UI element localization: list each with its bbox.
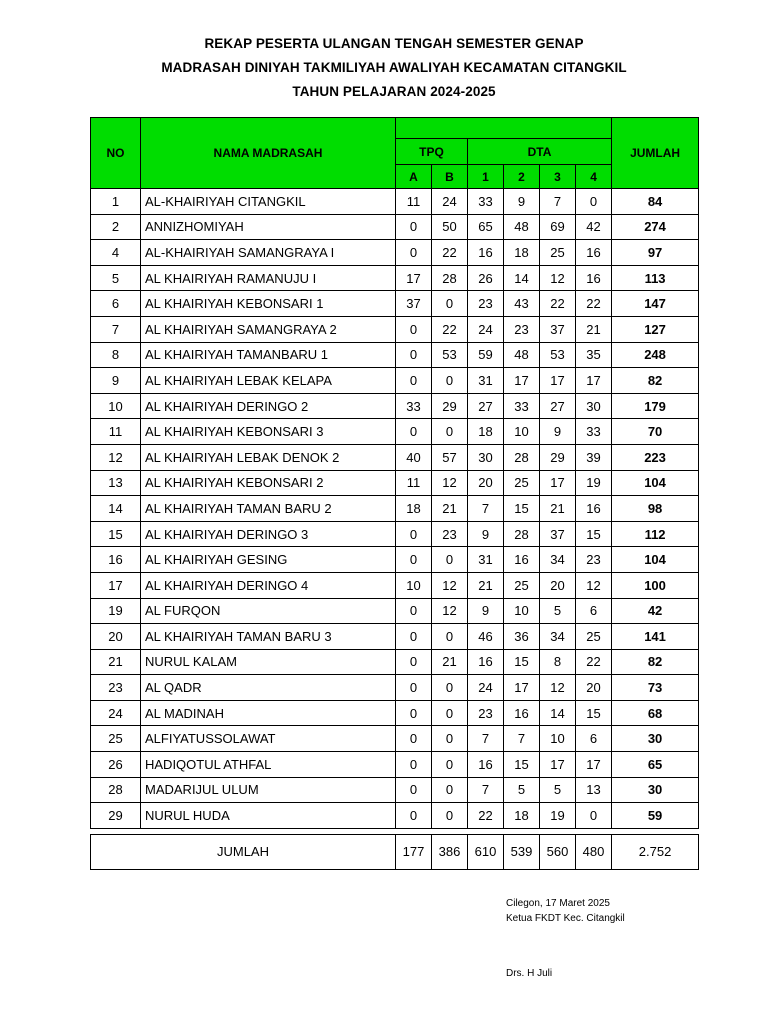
cell-b: 50 [432,214,468,240]
cell-no: 9 [91,368,141,394]
cell-d3: 5 [540,598,576,624]
cell-b: 22 [432,240,468,266]
cell-d4: 22 [576,649,612,675]
signature-name: Drs. H Juli [506,968,553,979]
cell-d4: 6 [576,598,612,624]
table-row [91,649,699,675]
cell-no: 10 [91,393,141,419]
signature-place-date: Cilegon, 17 Maret 2025 [506,898,610,909]
cell-d1: 23 [468,700,504,726]
cell-total: 30 [612,777,699,803]
table-row [91,316,699,342]
cell-d2: 25 [504,470,540,496]
cell-a: 11 [396,470,432,496]
cell-d4: 16 [576,496,612,522]
cell-d4: 35 [576,342,612,368]
cell-d2: 23 [504,316,540,342]
cell-total: 73 [612,675,699,701]
cell-a: 0 [396,777,432,803]
cell-d4: 17 [576,752,612,778]
cell-total: 100 [612,572,699,598]
cell-b: 0 [432,803,468,829]
cell-d1: 18 [468,419,504,445]
cell-d2: 17 [504,368,540,394]
cell-d2: 28 [504,521,540,547]
cell-no: 1 [91,189,141,215]
cell-nama: AL KHAIRIYAH DERINGO 4 [141,572,396,598]
cell-d3: 21 [540,496,576,522]
cell-no: 17 [91,572,141,598]
cell-a: 0 [396,240,432,266]
cell-d3: 53 [540,342,576,368]
cell-no: 4 [91,240,141,266]
table-body [91,189,699,829]
cell-d3: 7 [540,189,576,215]
cell-total: 82 [612,368,699,394]
cell-nama: MADARIJUL ULUM [141,777,396,803]
cell-d4: 30 [576,393,612,419]
cell-d2: 43 [504,291,540,317]
cell-d2: 7 [504,726,540,752]
cell-d2: 18 [504,803,540,829]
table-row [91,700,699,726]
cell-d3: 10 [540,726,576,752]
table-row [91,240,699,266]
cell-a: 0 [396,624,432,650]
jumlah-a: 177 [396,834,432,869]
cell-d3: 34 [540,547,576,573]
cell-a: 0 [396,803,432,829]
cell-no: 5 [91,265,141,291]
cell-d3: 22 [540,291,576,317]
cell-nama: AL QADR [141,675,396,701]
cell-d3: 25 [540,240,576,266]
cell-a: 0 [396,214,432,240]
cell-total: 112 [612,521,699,547]
table-row [91,547,699,573]
cell-d4: 25 [576,624,612,650]
cell-nama: AL KHAIRIYAH RAMANUJU I [141,265,396,291]
title-line-1: REKAP PESERTA ULANGAN TENGAH SEMESTER GENAP [204,36,584,51]
jumlah-d1: 610 [468,834,504,869]
cell-d4: 12 [576,572,612,598]
header-no: NO [91,118,141,189]
cell-no: 14 [91,496,141,522]
cell-nama: AL KHAIRIYAH KEBONSARI 2 [141,470,396,496]
cell-b: 0 [432,547,468,573]
cell-nama: AL KHAIRIYAH TAMAN BARU 3 [141,624,396,650]
cell-nama: AL FURQON [141,598,396,624]
cell-d3: 12 [540,265,576,291]
cell-b: 57 [432,444,468,470]
cell-no: 29 [91,803,141,829]
cell-d3: 5 [540,777,576,803]
cell-b: 22 [432,316,468,342]
cell-a: 33 [396,393,432,419]
cell-d3: 37 [540,316,576,342]
cell-a: 0 [396,368,432,394]
cell-d3: 14 [540,700,576,726]
cell-d3: 27 [540,393,576,419]
cell-total: 147 [612,291,699,317]
cell-b: 0 [432,752,468,778]
cell-total: 179 [612,393,699,419]
jumlah-d2: 539 [504,834,540,869]
table-footer [91,828,699,869]
cell-nama: AL KHAIRIYAH SAMANGRAYA 2 [141,316,396,342]
cell-b: 0 [432,368,468,394]
cell-d4: 13 [576,777,612,803]
jumlah-d3: 560 [540,834,576,869]
cell-d3: 8 [540,649,576,675]
cell-d1: 59 [468,342,504,368]
cell-a: 0 [396,521,432,547]
cell-nama: ANNIZHOMIYAH [141,214,396,240]
cell-b: 53 [432,342,468,368]
cell-a: 11 [396,189,432,215]
cell-nama: HADIQOTUL ATHFAL [141,752,396,778]
header-sub-b: B [432,165,468,189]
cell-nama: AL KHAIRIYAH TAMANBARU 1 [141,342,396,368]
cell-b: 0 [432,726,468,752]
cell-total: 141 [612,624,699,650]
cell-no: 12 [91,444,141,470]
cell-no: 11 [91,419,141,445]
cell-b: 0 [432,675,468,701]
table-row [91,752,699,778]
cell-d1: 9 [468,598,504,624]
table-row [91,624,699,650]
cell-no: 16 [91,547,141,573]
cell-d2: 16 [504,700,540,726]
cell-d2: 33 [504,393,540,419]
cell-d3: 17 [540,368,576,394]
header-jumlah: JUMLAH [612,118,699,189]
cell-b: 21 [432,649,468,675]
cell-a: 18 [396,496,432,522]
table-row [91,214,699,240]
table-row [91,572,699,598]
cell-d2: 14 [504,265,540,291]
cell-no: 21 [91,649,141,675]
cell-a: 10 [396,572,432,598]
cell-d3: 17 [540,752,576,778]
cell-nama: AL KHAIRIYAH KEBONSARI 3 [141,419,396,445]
cell-d2: 16 [504,547,540,573]
cell-total: 70 [612,419,699,445]
cell-nama: NURUL HUDA [141,803,396,829]
cell-no: 6 [91,291,141,317]
cell-no: 23 [91,675,141,701]
cell-no: 13 [91,470,141,496]
cell-a: 40 [396,444,432,470]
cell-d3: 19 [540,803,576,829]
cell-b: 28 [432,265,468,291]
cell-b: 12 [432,470,468,496]
cell-d1: 20 [468,470,504,496]
cell-d1: 30 [468,444,504,470]
cell-total: 223 [612,444,699,470]
cell-b: 0 [432,777,468,803]
table-row [91,598,699,624]
jumlah-label: JUMLAH [91,834,396,869]
cell-nama: AL KHAIRIYAH GESING [141,547,396,573]
cell-d1: 7 [468,726,504,752]
header-sub-1: 1 [468,165,504,189]
cell-a: 0 [396,547,432,573]
cell-total: 59 [612,803,699,829]
cell-d1: 7 [468,496,504,522]
cell-d2: 48 [504,342,540,368]
cell-nama: AL KHAIRIYAH LEBAK DENOK 2 [141,444,396,470]
cell-d4: 42 [576,214,612,240]
cell-total: 65 [612,752,699,778]
cell-no: 20 [91,624,141,650]
table-row [91,189,699,215]
cell-d2: 17 [504,675,540,701]
cell-total: 274 [612,214,699,240]
cell-nama: AL KHAIRIYAH TAMAN BARU 2 [141,496,396,522]
cell-total: 113 [612,265,699,291]
title-line-3: TAHUN PELAJARAN 2024-2025 [292,84,496,99]
header-sub-2: 2 [504,165,540,189]
cell-d4: 23 [576,547,612,573]
cell-total: 42 [612,598,699,624]
cell-nama: AL KHAIRIYAH DERINGO 3 [141,521,396,547]
cell-d1: 65 [468,214,504,240]
cell-a: 0 [396,675,432,701]
cell-no: 24 [91,700,141,726]
table-row [91,470,699,496]
cell-b: 0 [432,291,468,317]
table-row [91,291,699,317]
header-tpq: TPQ [396,139,468,165]
cell-total: 248 [612,342,699,368]
jumlah-total: 2.752 [612,834,699,869]
cell-d4: 15 [576,700,612,726]
cell-d4: 22 [576,291,612,317]
cell-no: 7 [91,316,141,342]
header-dta: DTA [468,139,612,165]
cell-d1: 27 [468,393,504,419]
cell-b: 0 [432,700,468,726]
cell-d2: 48 [504,214,540,240]
header-nama-madrasah: NAMA MADRASAH [141,118,396,189]
cell-b: 0 [432,419,468,445]
cell-a: 0 [396,342,432,368]
cell-d2: 36 [504,624,540,650]
cell-no: 19 [91,598,141,624]
cell-d2: 10 [504,419,540,445]
cell-a: 0 [396,726,432,752]
cell-no: 8 [91,342,141,368]
header-sub-4: 4 [576,165,612,189]
table-row [91,726,699,752]
cell-d3: 17 [540,470,576,496]
table-row [91,675,699,701]
cell-b: 29 [432,393,468,419]
cell-d4: 16 [576,265,612,291]
cell-a: 17 [396,265,432,291]
cell-total: 30 [612,726,699,752]
cell-d4: 16 [576,240,612,266]
cell-no: 25 [91,726,141,752]
cell-b: 12 [432,598,468,624]
cell-total: 82 [612,649,699,675]
cell-d2: 28 [504,444,540,470]
cell-d1: 16 [468,240,504,266]
cell-d3: 20 [540,572,576,598]
cell-d4: 15 [576,521,612,547]
document-title [0,32,768,104]
cell-total: 127 [612,316,699,342]
cell-total: 84 [612,189,699,215]
cell-b: 12 [432,572,468,598]
jumlah-row [91,834,699,869]
cell-d1: 31 [468,368,504,394]
cell-nama: AL KHAIRIYAH KEBONSARI 1 [141,291,396,317]
cell-d4: 6 [576,726,612,752]
cell-d1: 23 [468,291,504,317]
cell-d1: 24 [468,316,504,342]
cell-d3: 12 [540,675,576,701]
cell-nama: AL MADINAH [141,700,396,726]
table-row [91,803,699,829]
cell-d3: 29 [540,444,576,470]
cell-nama: AL-KHAIRIYAH CITANGKIL [141,189,396,215]
table-header [91,118,699,189]
cell-no: 2 [91,214,141,240]
cell-a: 0 [396,649,432,675]
cell-d1: 16 [468,752,504,778]
cell-d4: 17 [576,368,612,394]
table-row [91,342,699,368]
title-line-2: MADRASAH DINIYAH TAKMILIYAH AWALIYAH KECAMATAN CITANGKIL [161,60,627,75]
header-sub-a: A [396,165,432,189]
cell-b: 24 [432,189,468,215]
cell-a: 37 [396,291,432,317]
cell-d2: 9 [504,189,540,215]
signature-position: Ketua FKDT Kec. Citangkil [506,913,625,924]
table-row [91,496,699,522]
cell-d3: 37 [540,521,576,547]
cell-total: 68 [612,700,699,726]
cell-d2: 25 [504,572,540,598]
jumlah-d4: 480 [576,834,612,869]
cell-d2: 15 [504,649,540,675]
recap-table [90,117,699,870]
cell-d1: 16 [468,649,504,675]
cell-d4: 19 [576,470,612,496]
cell-b: 23 [432,521,468,547]
cell-a: 0 [396,598,432,624]
cell-d2: 15 [504,496,540,522]
cell-d2: 5 [504,777,540,803]
cell-no: 26 [91,752,141,778]
cell-a: 0 [396,752,432,778]
cell-d4: 0 [576,803,612,829]
cell-total: 97 [612,240,699,266]
table-row [91,393,699,419]
cell-total: 104 [612,470,699,496]
cell-d4: 21 [576,316,612,342]
cell-total: 98 [612,496,699,522]
cell-nama: ALFIYATUSSOLAWAT [141,726,396,752]
header-sub-3: 3 [540,165,576,189]
cell-d4: 33 [576,419,612,445]
cell-no: 15 [91,521,141,547]
cell-d1: 46 [468,624,504,650]
cell-d1: 31 [468,547,504,573]
cell-no: 28 [91,777,141,803]
cell-a: 0 [396,419,432,445]
table-row [91,265,699,291]
cell-a: 0 [396,316,432,342]
cell-d4: 20 [576,675,612,701]
cell-d1: 7 [468,777,504,803]
cell-nama: AL KHAIRIYAH LEBAK KELAPA [141,368,396,394]
cell-nama: AL-KHAIRIYAH SAMANGRAYA I [141,240,396,266]
table-row [91,368,699,394]
table-row [91,419,699,445]
cell-a: 0 [396,700,432,726]
table-row [91,777,699,803]
header-spacer [396,118,612,139]
cell-d1: 33 [468,189,504,215]
cell-nama: AL KHAIRIYAH DERINGO 2 [141,393,396,419]
cell-d3: 69 [540,214,576,240]
cell-d4: 39 [576,444,612,470]
cell-d1: 22 [468,803,504,829]
cell-b: 21 [432,496,468,522]
cell-d1: 26 [468,265,504,291]
cell-d3: 34 [540,624,576,650]
jumlah-b: 386 [432,834,468,869]
cell-d3: 9 [540,419,576,445]
table-row [91,444,699,470]
cell-d1: 24 [468,675,504,701]
table-row [91,521,699,547]
cell-nama: NURUL KALAM [141,649,396,675]
cell-total: 104 [612,547,699,573]
cell-d2: 10 [504,598,540,624]
cell-d4: 0 [576,189,612,215]
cell-d2: 15 [504,752,540,778]
cell-d1: 21 [468,572,504,598]
cell-d2: 18 [504,240,540,266]
cell-d1: 9 [468,521,504,547]
cell-b: 0 [432,624,468,650]
